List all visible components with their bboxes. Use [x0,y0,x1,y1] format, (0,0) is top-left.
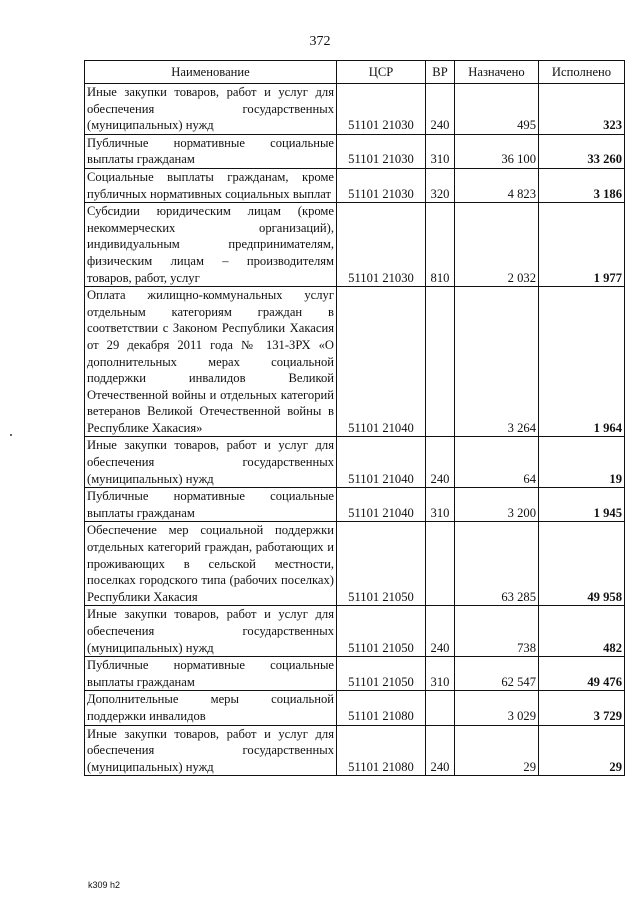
scan-speck [10,434,12,436]
row-vr [426,691,455,725]
row-executed: 3 186 [539,168,625,202]
row-assigned: 3 029 [455,691,539,725]
budget-table [84,60,625,776]
row-csr: 51101 21080 [337,725,426,776]
row-assigned: 2 032 [455,203,539,287]
row-csr: 51101 21080 [337,691,426,725]
row-csr: 51101 21050 [337,522,426,606]
row-vr [426,522,455,606]
row-executed: 29 [539,725,625,776]
row-assigned: 62 547 [455,657,539,691]
footer-code: k309 h2 [88,880,121,890]
row-vr [426,287,455,437]
row-name: Иные закупки товаров, работ и услуг для обеспечения государственных (муниципальных) нужд [85,606,337,657]
row-executed: 1 964 [539,287,625,437]
row-executed: 323 [539,84,625,135]
table-row [85,691,625,725]
row-assigned: 3 264 [455,287,539,437]
table-row [85,606,625,657]
row-name: Иные закупки товаров, работ и услуг для обеспечения государственных (муниципальных) нужд [85,437,337,488]
row-csr: 51101 21040 [337,287,426,437]
table-header-row [85,61,625,84]
column-header-executed: Исполнено [539,61,625,84]
row-vr: 310 [426,134,455,168]
row-vr: 240 [426,725,455,776]
row-csr: 51101 21030 [337,134,426,168]
row-assigned: 738 [455,606,539,657]
table-row [85,725,625,776]
table-row [85,203,625,287]
table-row [85,522,625,606]
table-row [85,168,625,202]
row-name: Социальные выплаты гражданам, кроме публичных нормативных социальных выплат [85,168,337,202]
row-executed: 49 958 [539,522,625,606]
row-vr: 810 [426,203,455,287]
table-row [85,437,625,488]
row-executed: 482 [539,606,625,657]
table-row [85,488,625,522]
table-row [85,84,625,135]
table-row [85,657,625,691]
column-header-assigned: Назначено [455,61,539,84]
row-assigned: 4 823 [455,168,539,202]
row-csr: 51101 21050 [337,606,426,657]
row-assigned: 3 200 [455,488,539,522]
row-assigned: 36 100 [455,134,539,168]
row-name: Субсидии юридическим лицам (кроме некоммерческих организаций), индивидуальным предпринимателям, физическим лицам – производителям товаров, работ, услуг [85,203,337,287]
row-vr: 310 [426,488,455,522]
row-executed: 19 [539,437,625,488]
table-row [85,134,625,168]
row-csr: 51101 21050 [337,657,426,691]
row-assigned: 64 [455,437,539,488]
column-header-csr: ЦСР [337,61,426,84]
row-executed: 49 476 [539,657,625,691]
row-csr: 51101 21030 [337,84,426,135]
row-executed: 3 729 [539,691,625,725]
row-vr: 320 [426,168,455,202]
row-name: Публичные нормативные социальные выплаты гражданам [85,134,337,168]
row-csr: 51101 21030 [337,203,426,287]
row-assigned: 495 [455,84,539,135]
row-vr: 240 [426,606,455,657]
row-assigned: 63 285 [455,522,539,606]
row-csr: 51101 21040 [337,488,426,522]
row-executed: 33 260 [539,134,625,168]
column-header-name: Наименование [85,61,337,84]
row-csr: 51101 21030 [337,168,426,202]
row-name: Дополнительные меры социальной поддержки инвалидов [85,691,337,725]
row-executed: 1 977 [539,203,625,287]
row-executed: 1 945 [539,488,625,522]
column-header-vr: ВР [426,61,455,84]
row-vr: 310 [426,657,455,691]
page-number: 372 [309,34,331,49]
row-vr: 240 [426,84,455,135]
row-name: Оплата жилищно-коммунальных услуг отдельным категориям граждан в соответствии с Законом Республики Хакасия от 29 декабря 2011 года № 131-ЗРХ «О дополнительных мерах социальной поддержки инвалидов Великой Отечественной войны и отдельных категорий ветеранов Великой Отечественной войны в Республике Хакасия» [85,287,337,437]
row-name: Иные закупки товаров, работ и услуг для обеспечения государственных (муниципальных) нужд [85,725,337,776]
row-vr: 240 [426,437,455,488]
row-name: Публичные нормативные социальные выплаты гражданам [85,488,337,522]
row-name: Публичные нормативные социальные выплаты гражданам [85,657,337,691]
row-name: Иные закупки товаров, работ и услуг для обеспечения государственных (муниципальных) нужд [85,84,337,135]
table-row [85,287,625,437]
row-assigned: 29 [455,725,539,776]
row-csr: 51101 21040 [337,437,426,488]
row-name: Обеспечение мер социальной поддержки отдельных категорий граждан, работающих и проживающих в сельской местности, поселках городского типа (рабочих поселках) Республики Хакасия [85,522,337,606]
